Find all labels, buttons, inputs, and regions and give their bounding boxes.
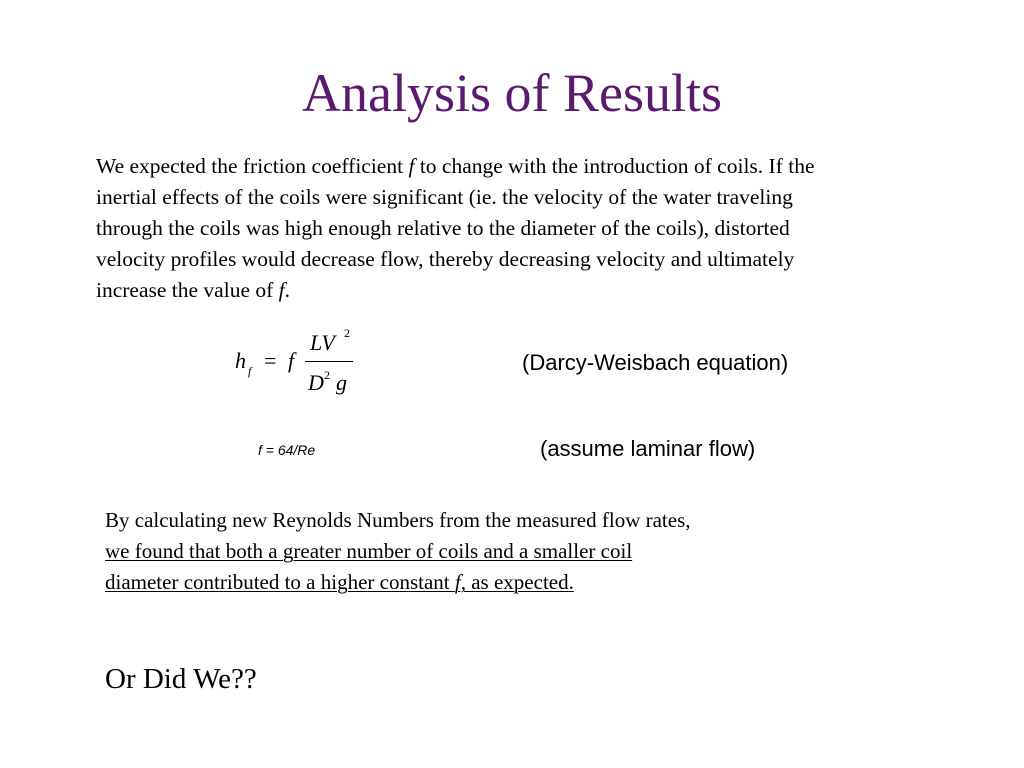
laminar-flow-label: (assume laminar flow) [540,436,756,461]
findings-line-1: By calculating new Reynolds Numbers from the measured flow rates, [105,508,691,532]
intro-line-3: through the coils was high enough relative to the diameter of the coils), distorted [96,216,790,240]
findings-text: diameter contributed to a higher constant [105,570,455,594]
findings-text: as expected. [465,570,574,594]
intro-line-1 [96,151,946,182]
friction-symbol: f [408,154,415,178]
friction-symbol: f, [454,570,466,594]
denominator-diameter: D [308,370,324,395]
findings-line-2: we found that both a greater number of coils and a smaller coil [105,539,633,563]
closing-question: Or Did We?? [105,663,257,695]
friction-symbol: f [278,278,285,302]
numerator-exponent: 2 [344,326,350,340]
fraction-bar [305,361,353,362]
friction-factor-symbol: f [288,348,295,373]
intro-text: . [284,278,291,302]
findings-line-3 [105,567,825,598]
equation-numerator: LV [310,330,335,355]
equals-sign: = [264,348,277,373]
intro-text: increase the value of [96,278,279,302]
denominator-gravity: g [336,370,347,395]
intro-text: We expected the friction coefficient [96,154,409,178]
intro-text: to change with the introduction of coils. If the [414,154,815,178]
head-loss-subscript: f [248,364,252,378]
darcy-weisbach-label: (Darcy-Weisbach equation) [522,350,789,375]
head-loss-symbol: h [235,348,246,373]
findings-paragraph [105,505,825,598]
intro-line-5 [96,275,946,306]
darcy-weisbach-equation [232,326,372,396]
intro-paragraph [96,151,946,306]
intro-line-2: inertial effects of the coils were significant (ie. the velocity of the water traveling [96,185,793,209]
intro-line-4: velocity profiles would decrease flow, thereby decreasing velocity and ultimately [96,247,795,271]
slide-title: Analysis of Results [301,63,722,123]
friction-factor-formula: f = 64/Re [258,442,316,458]
denominator-exponent: 2 [324,368,330,382]
